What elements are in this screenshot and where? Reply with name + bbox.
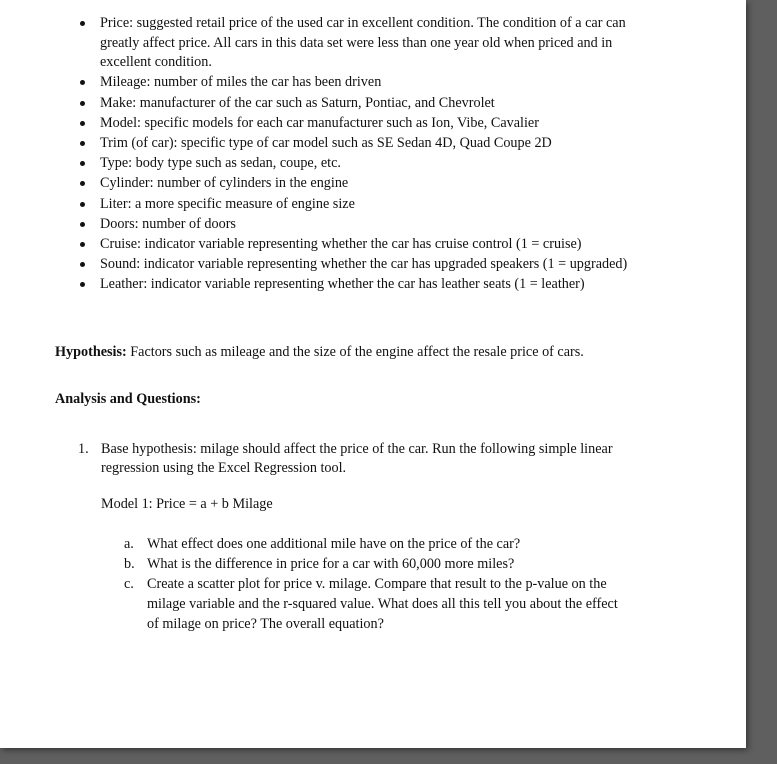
list-item: Model: specific models for each car manufacturer such as Ion, Vibe, Cavalier: [100, 114, 635, 134]
variable-list: [100, 14, 635, 295]
list-item: Type: body type such as sedan, coupe, etc.: [100, 154, 635, 174]
analysis-heading: Analysis and Questions:: [55, 391, 201, 407]
subquestion-text: Create a scatter plot for price v. milage. Compare that result to the p-value on the milage variable and the r-squared value. What does all this tell you about the effect of milage on price? The overall equation?: [147, 576, 618, 632]
list-item: Price: suggested retail price of the used car in excellent condition. The condition of a car can greatly affect price. All cars in this data set were less than one year old when priced and in excellent condition.: [100, 14, 635, 73]
list-item: Liter: a more specific measure of engine size: [100, 195, 635, 215]
question-number: 1.: [78, 441, 89, 457]
list-item: Mileage: number of miles the car has been driven: [100, 73, 635, 93]
subquestion-text: What effect does one additional mile have on the price of the car?: [147, 536, 521, 552]
model-equation: Model 1: Price = a + b Milage: [101, 496, 273, 512]
list-item: Cylinder: number of cylinders in the engine: [100, 174, 635, 194]
subquestion-item: [124, 535, 632, 555]
subquestion-label: a.: [124, 536, 134, 552]
subquestion-item: [124, 555, 632, 575]
subquestion-label: c.: [124, 576, 134, 593]
list-item: Leather: indicator variable representing whether the car has leather seats (1 = leather): [100, 275, 635, 295]
list-item: Cruise: indicator variable representing whether the car has cruise control (1 = cruise): [100, 235, 635, 255]
list-item: Sound: indicator variable representing whether the car has upgraded speakers (1 = upgraded): [100, 255, 635, 275]
list-item: Doors: number of doors: [100, 215, 635, 235]
question-1: [78, 440, 638, 478]
list-item: Make: manufacturer of the car such as Saturn, Pontiac, and Chevrolet: [100, 94, 635, 114]
hypothesis-paragraph: [55, 343, 615, 363]
question-text: Base hypothesis: milage should affect the price of the car. Run the following simple linear regression using the Excel Regression tool.: [101, 441, 613, 476]
subquestion-label: b.: [124, 556, 135, 573]
hypothesis-label: Hypothesis:: [55, 344, 127, 360]
subquestion-item: [124, 575, 632, 634]
subquestion-text: What is the difference in price for a car with 60,000 more miles?: [147, 556, 515, 573]
subquestion-list: [124, 535, 632, 635]
hypothesis-text: Factors such as mileage and the size of the engine affect the resale price of cars.: [126, 344, 584, 360]
list-item: Trim (of car): specific type of car model such as SE Sedan 4D, Quad Coupe 2D: [100, 134, 635, 154]
